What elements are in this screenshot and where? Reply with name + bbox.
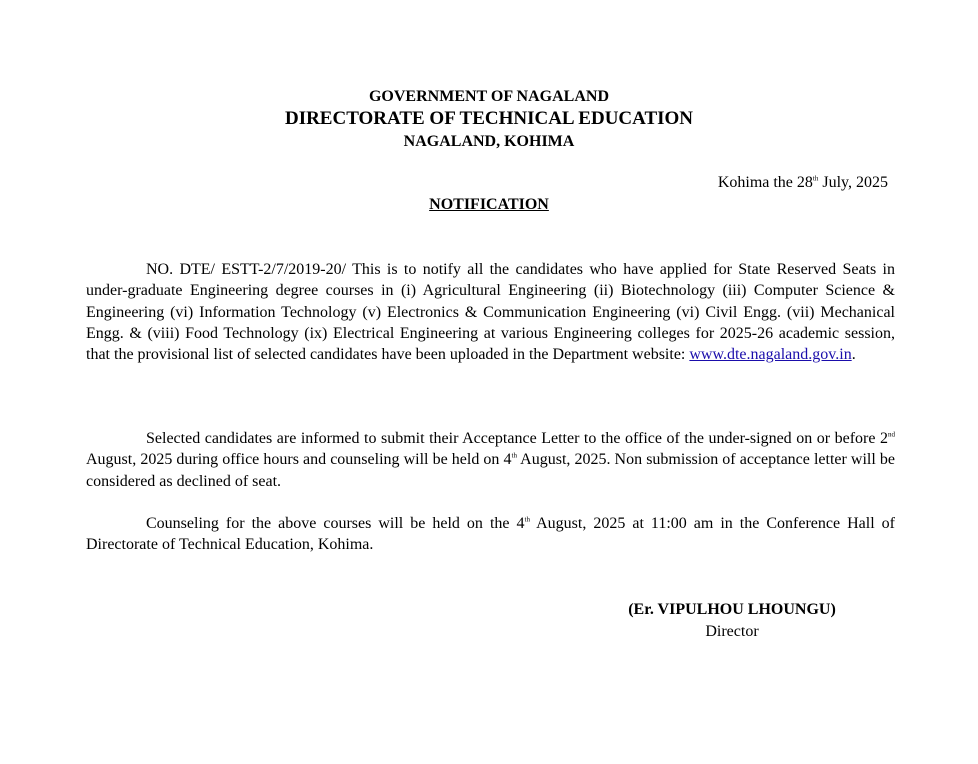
paragraph1-text: NO. DTE/ ESTT-2/7/2019-20/ This is to notify all the candidates who have applied for State Reserved Seats in under-graduate Engineering degree courses in (i) Agricultural Engineering (ii) Biotechnology (iii) Computer Science & Engineering (vi) Information Technology (v) Electronics & Communication Engineering (vi) Civil Engg. (vii) Mechanical Engg. & (viii) Food Technology (ix) Electrical Engineering at various Engineering colleges for 2025-26 academic session, that the provisional list of selected candidates have been uploaded in the Department website:: [86, 261, 895, 364]
paragraph3-part2: August, 2025 at 11:00 am in the Conference Hall of Directorate of Technical Education, Kohima.: [86, 515, 896, 554]
paragraph-notice: [86, 259, 895, 365]
signatory-designation: Director: [705, 623, 759, 640]
paragraph3-part1: Counseling for the above courses will be held on the 4: [146, 515, 525, 532]
paragraph2-part1: Selected candidates are informed to submit their Acceptance Letter to the office of the under-signed on or before 2: [146, 430, 888, 447]
department-website-link[interactable]: www.dte.nagaland.gov.in: [689, 346, 852, 364]
paragraph1-end: .: [851, 346, 856, 364]
date-prefix: Kohima the 28: [717, 174, 813, 191]
paragraph2-part3: August, 2025. Non submission of acceptance letter will be considered as declined of seat.: [86, 451, 895, 490]
paragraph-counseling: [86, 513, 895, 556]
paragraph-acceptance: [86, 428, 895, 492]
signatory-name: (Er. VIPULHOU LHOUNGU): [628, 601, 836, 618]
signature-block: [612, 599, 852, 643]
notification-date: [718, 174, 888, 192]
paragraph2-sup2: th: [511, 451, 517, 460]
header-directorate: DIRECTORATE OF TECHNICAL EDUCATION: [284, 108, 694, 129]
date-rest: July, 2025: [818, 174, 888, 191]
paragraph3-sup1: th: [524, 515, 530, 524]
date-suffix: th: [812, 174, 819, 183]
notification-title: NOTIFICATION: [429, 196, 549, 213]
paragraph2-sup1: nd: [888, 430, 895, 439]
paragraph2-part2: August, 2025 during office hours and counseling will be held on 4: [86, 451, 512, 469]
header-government: GOVERNMENT OF NAGALAND: [368, 88, 609, 105]
header-location: NAGALAND, KOHIMA: [403, 133, 575, 150]
